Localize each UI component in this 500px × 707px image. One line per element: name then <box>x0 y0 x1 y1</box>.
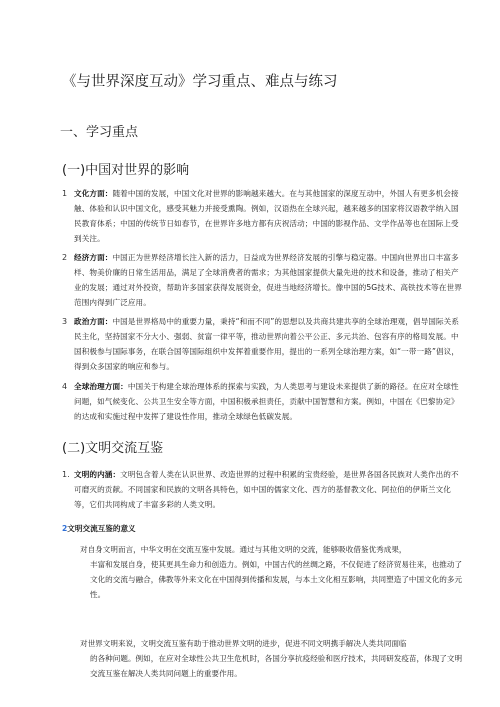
paragraph-lead: 对自身文明而言，中华文明在交流互鉴中发展。通过与其他文明的交流，能够吸收借鉴优秀成果， <box>80 545 407 554</box>
list-item-text: 文明包含着人类在认识世界、改造世界的过程中积累的宝贵经验，是世界各国各民族对人类作出的不可磨灭的贡献。不同国家和民族的文明各具特色，如中国的儒家文化、西方的基督教文化、阿拉伯的伊斯兰文化等，它们共同构成了丰富多彩的人类文明。 <box>74 470 459 509</box>
list-item-number: 1 <box>62 189 68 198</box>
sub-heading-label: 文明交流互鉴的意义 <box>67 524 136 533</box>
list-item-number: 1. <box>62 470 70 479</box>
list-item-number: 3 <box>62 317 68 326</box>
list-item-label: 全球治理方面： <box>74 382 128 391</box>
list-item-civilization-meaning <box>62 467 462 512</box>
list-item-culture <box>62 186 462 246</box>
list-item-text: 随着中国的发展，中国文化对世界的影响越来越大。在与其他国家的深度互动中，外国人有更多机会接触、体验和认识中国文化，感受其魅力并接受熏陶。例如，汉语热在全球兴起，越来越多的国家将汉语教学纳入国民教育体系；中国的传统节日如春节，在世界许多地方都有庆祝活动；中国的影视作品、文学作品等也在国际上受到关注。 <box>74 189 459 243</box>
list-item-number: 2 <box>62 253 68 262</box>
paragraph-world-civilization <box>80 636 468 681</box>
list-item-label: 文明的内涵： <box>74 470 121 479</box>
list-item-label: 政治方面： <box>74 317 113 326</box>
list-item-text: 中国是世界格局中的重要力量，秉持“和而不同”的思想以及共商共建共享的全球治理观，倡导国际关系民主化，坚持国家不分大小、强弱、贫富一律平等，推动世界向着公平公正、多元共治、包容有序的格局发展。中国积极参与国际事务，在联合国等国际组织中发挥着重要作用，提出的一系列全球治理方案，如“一带一路”倡议，得到众多国家的响应和参与。 <box>74 317 460 371</box>
section-heading-key-points: 一、学习重点 <box>60 125 139 140</box>
page-title: 《与世界深度互动》学习重点、难点与练习 <box>62 74 338 90</box>
list-item-number: 4 <box>62 382 68 391</box>
list-item-text: 中国关于构建全球治理体系的探索与实践，为人类思考与建设未来提供了新的路径。在应对全球性问题，如气候变化、公共卫生安全等方面，中国积极承担责任，贡献中国智慧和方案。例如，中国在《巴黎协定》的达成和实施过程中发挥了建设性作用，推动全球绿色低碳发展。 <box>74 382 459 421</box>
list-item-economy <box>62 250 462 310</box>
subsection-heading-china-influence: (一)中国对世界的影响 <box>62 163 190 178</box>
sub-heading-number: 2 <box>62 524 68 533</box>
subsection-heading-civilization-exchange: (二)文明交流互鉴 <box>62 441 164 456</box>
paragraph-lead: 对世界文明来说，文明交流互鉴有助于推动世界文明的进步，促进不同文明携手解决人类共同面临 <box>80 639 407 648</box>
list-item-text: 中国正为世界经济增长注入新的活力，日益成为世界经济发展的引擎与稳定器。中国向世界出口丰富多样、物美价廉的日常生活用品，满足了全球消费者的需求；为其他国家提供大量先进的技术和设备，推动了相关产业的发展；通过对外投资，帮助许多国家获得发展资金，促进当地经济增长。像中国的5G技术、高铁技术等在世界范围内得到广泛应用。 <box>74 253 462 307</box>
list-item-label: 经济方面： <box>74 253 113 262</box>
paragraph-rest: 丰富和发展自身，使其更具生命力和创造力。例如，中国古代的丝绸之路，不仅促进了经济贸易往来，也推动了文化的交流与融合，佛教等外来文化在中国得到传播和发展，与本土文化相互影响，共同塑造了中国文化的多元性。 <box>90 560 463 599</box>
list-item-label: 文化方面： <box>74 189 113 198</box>
paragraph-rest: 的各种问题。例如，在应对全球性公共卫生危机时，各国分享抗疫经验和医疗技术，共同研发疫苗，体现了文明交流互鉴在解决人类共同问题上的重要作用。 <box>90 654 463 678</box>
sub-heading-exchange-significance <box>62 523 136 535</box>
list-item-politics <box>62 314 462 374</box>
list-item-global-governance <box>62 379 462 424</box>
paragraph-own-civilization <box>80 542 468 602</box>
